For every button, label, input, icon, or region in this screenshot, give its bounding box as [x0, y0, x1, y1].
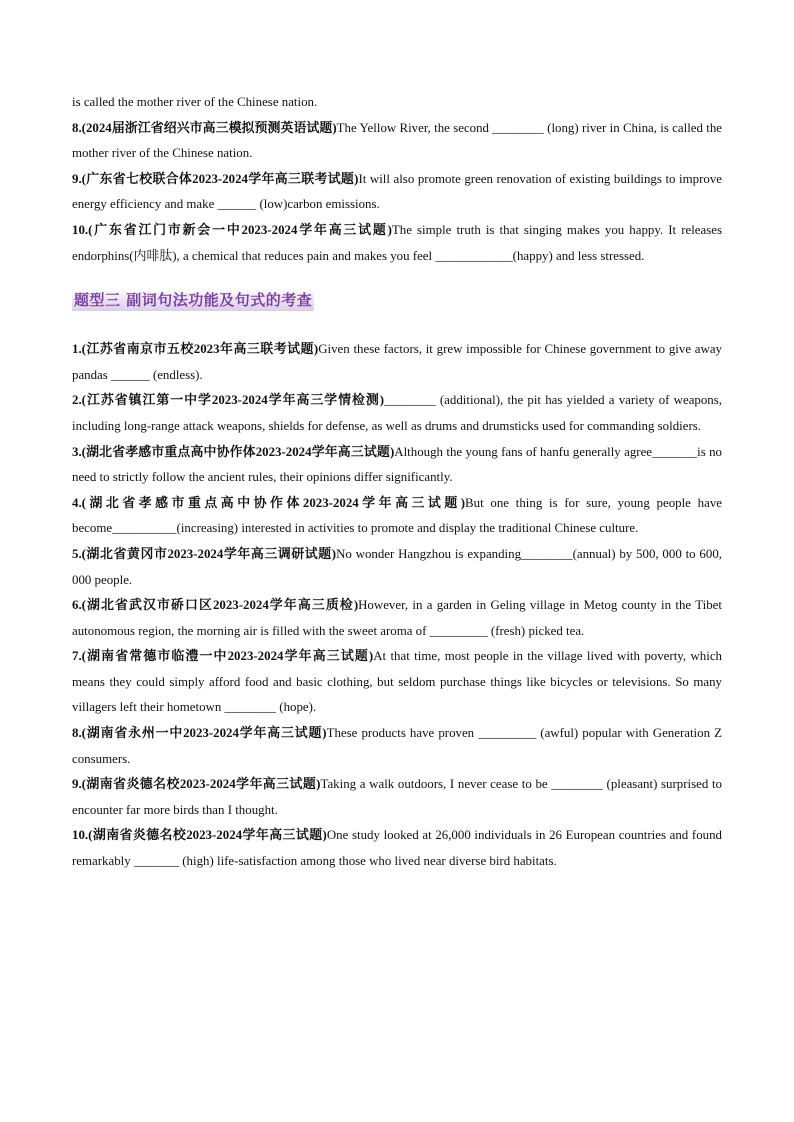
- question-group-2: [72, 337, 722, 874]
- question-item: 9.(湖南省炎德名校2023-2024学年高三试题)Taking a walk outdoors, I never cease to be ________ (pleasant) surprised to encounter far more birds than I thought.: [72, 777, 722, 817]
- question-item: 7.(湖南省常德市临澧一中2023-2024学年高三试题)At that time, most people in the village lived with poverty, which means they could simply afford food and basic clothing, but seldom purchase things like bicycles or televisions. So many villagers left their hometown ________ (hope).: [72, 649, 722, 715]
- section-title: 题型三 副词句法功能及句式的考查: [74, 291, 313, 310]
- question-item: 6.(湖北省武汉市硚口区2023-2024学年高三质检)However, in a garden in Geling village in Metog county in the Tibet autonomous region, the morning air is filled with the sweet aroma of _________ (fresh) picked tea.: [72, 598, 722, 638]
- page-content: [72, 90, 722, 875]
- question-item: 5.(湖北省黄冈市2023-2024学年高三调研试题)No wonder Hangzhou is expanding________(annual) by 500, 000 to 600, 000 people.: [72, 546, 722, 587]
- question-group-1: [72, 116, 722, 270]
- question-item: 1.(江苏省南京市五校2023年高三联考试题)Given these factors, it grew impossible for Chinese government to give away pandas ______ (endless).: [72, 342, 722, 382]
- question-item: 9.(广东省七校联合体2023-2024学年高三联考试题)It will also promote green renovation of existing buildings to improve energy efficiency and make ______ (low)carbon emissions.: [72, 171, 722, 212]
- question-item: 10.(广东省江门市新会一中2023-2024学年高三试题)The simple truth is that singing makes you happy. It releases endorphins(内啡肽), a chemical that reduces pain and makes you feel ____________(happy) and less stressed.: [72, 222, 722, 263]
- question-item: 3.(湖北省孝感市重点高中协作体2023-2024学年高三试题)Although the young fans of hanfu generally agree_______is no need to strictly follow the ancient rules, their opinions differ significantly.: [72, 444, 722, 485]
- question-item: 4.(湖北省孝感市重点高中协作体2023-2024学年高三试题)But one thing is for sure, young people have become__________(increasing) interested in activities to promote and display the traditional Chinese culture.: [72, 495, 722, 536]
- question-continuation: is called the mother river of the Chinese nation.: [72, 95, 318, 109]
- question-item: 10.(湖南省炎德名校2023-2024学年高三试题)One study looked at 26,000 individuals in 26 European countries and found remarkably _______ (high) life-satisfaction among those who lived near diverse bird habitats.: [72, 828, 722, 869]
- question-item: 8.(湖南省永州一中2023-2024学年高三试题)These products have proven _________ (awful) popular with Generation Z consumers.: [72, 726, 722, 766]
- question-item: 8.(2024届浙江省绍兴市高三模拟预测英语试题)The Yellow River, the second ________ (long) river in China, is called the mother river of the Chinese nation.: [72, 120, 722, 161]
- question-item: 2.(江苏省镇江第一中学2023-2024学年高三学情检测)________ (additional), the pit has yielded a variety of weapons, including long-range attack weapons, shields for defense, as well as drums and drumsticks used for commanding soldiers.: [72, 393, 722, 433]
